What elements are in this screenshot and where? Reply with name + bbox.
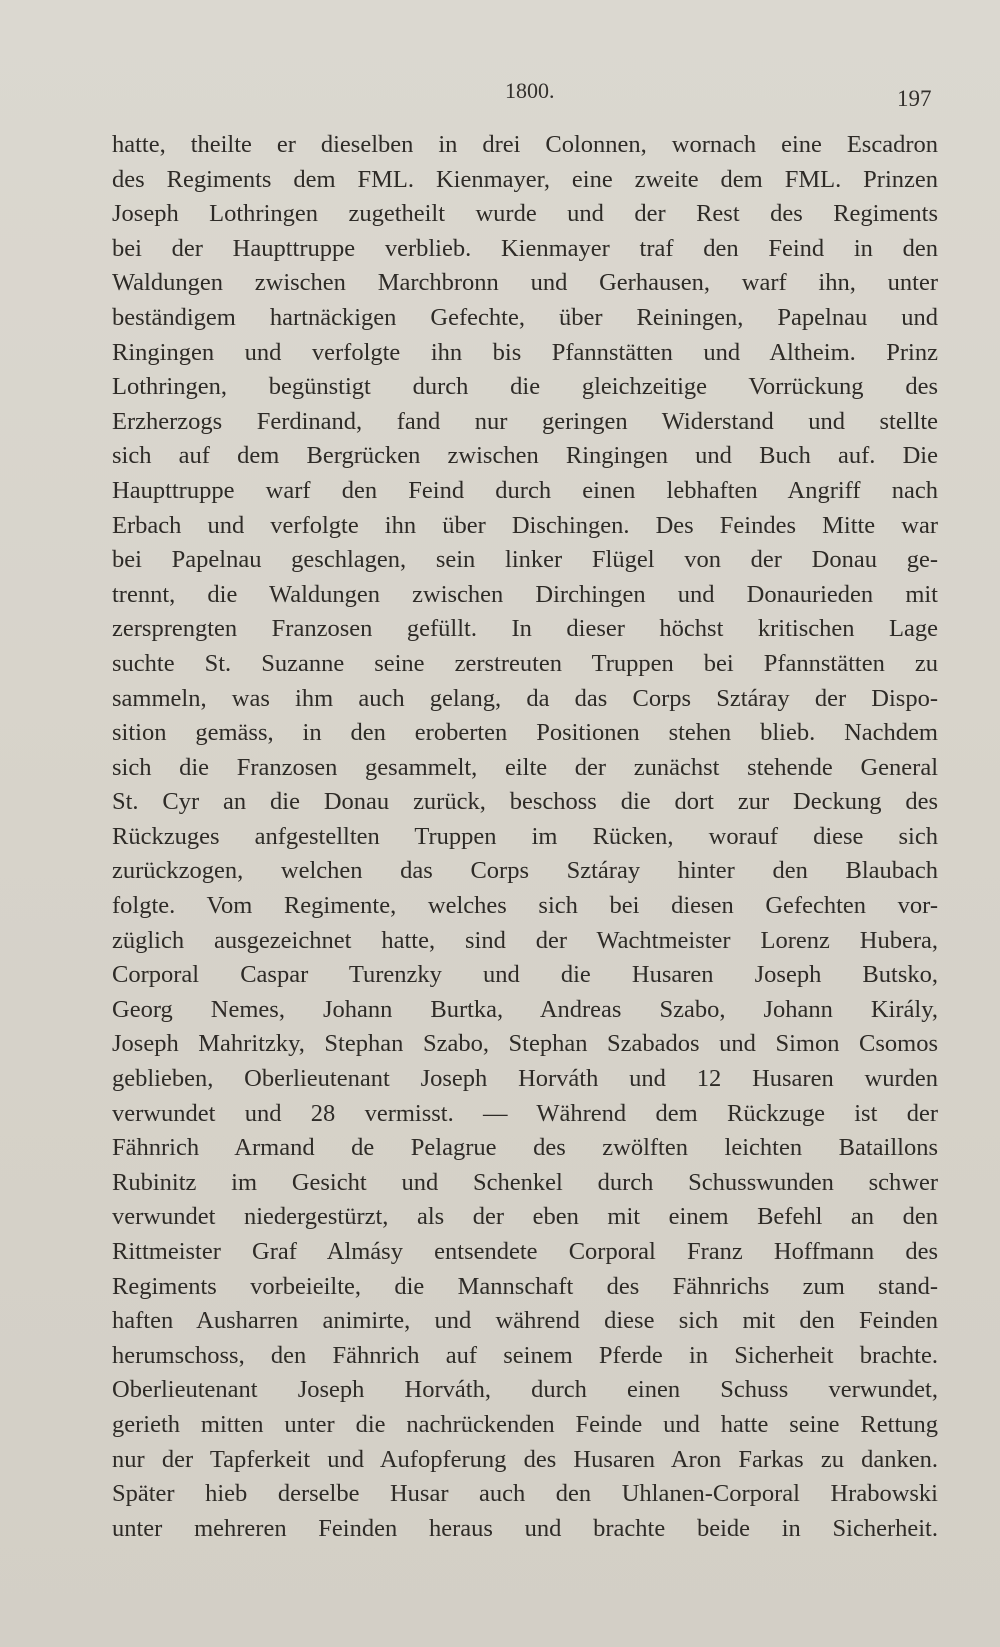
page-number: 197 [897,86,932,111]
text-line: sammeln, was ihm auch gelang, da das Corps Sztáray der Dispo- [112,684,938,712]
text-line: bei der Haupttruppe verblieb. Kienmayer traf den Feind in den [112,234,938,262]
text-line: verwundet und 28 vermisst. — Während dem Rückzuge ist der [112,1099,938,1127]
text-line: Fähnrich Armand de Pelagrue des zwölften leichten Bataillons [112,1134,938,1162]
text-line: Erbach und verfolgte ihn über Dischingen. Des Feindes Mitte war [112,511,938,539]
text-line: Rubinitz im Gesicht und Schenkel durch Schusswunden schwer [112,1168,938,1196]
text-line: Joseph Lothringen zugetheilt wurde und der Rest des Regiments [112,200,938,228]
text-line: züglich ausgezeichnet hatte, sind der Wachtmeister Lorenz Hubera, [112,926,938,954]
text-line: Rückzuges anfgestellten Truppen im Rücken, worauf diese sich [112,822,938,850]
text-line: unter mehreren Feinden heraus und brachte beide in Sicherheit. [112,1514,938,1542]
text-line: Oberlieutenant Joseph Horváth, durch einen Schuss verwundet, [112,1376,938,1404]
text-line: Regiments vorbeieilte, die Mannschaft des Fähnrichs zum stand- [112,1272,938,1300]
text-line: nur der Tapferkeit und Aufopferung des Husaren Aron Farkas zu danken. [112,1445,938,1473]
text-line: zersprengten Franzosen gefüllt. In dieser höchst kritischen Lage [112,615,938,643]
running-head-year: 1800. [505,78,555,103]
text-line: sich die Franzosen gesammelt, eilte der zunächst stehende General [112,753,938,781]
text-line: beständigem hartnäckigen Gefechte, über Reiningen, Papelnau und [112,303,938,331]
text-line: hatte, theilte er dieselben in drei Colonnen, wornach eine Escadron [112,131,938,158]
text-line: Ringingen und verfolgte ihn bis Pfannstätten und Altheim. Prinz [112,338,938,366]
text-line: Lothringen, begünstigt durch die gleichzeitige Vorrückung des [112,373,938,401]
text-line: Später hieb derselbe Husar auch den Uhlanen-Corporal Hrabowski [112,1480,938,1508]
text-line: Rittmeister Graf Almásy entsendete Corporal Franz Hoffmann des [112,1238,938,1265]
text-line: zurückzogen, welchen das Corps Sztáray hinter den Blaubach [112,857,938,885]
text-line: folgte. Vom Regimente, welches sich bei diesen Gefechten vor- [112,892,938,920]
text-line: herumschoss, den Fähnrich auf seinem Pferde in Sicherheit brachte. [112,1341,938,1369]
text-line: Joseph Mahritzky, Stephan Szabo, Stephan Szabados und Simon Csomos [112,1030,938,1058]
text-line: des Regiments dem FML. Kienmayer, eine zweite dem FML. Prinzen [112,165,938,193]
text-line: suchte St. Suzanne seine zerstreuten Truppen bei Pfannstätten zu [112,649,938,677]
text-line: Haupttruppe warf den Feind durch einen lebhaften Angriff nach [112,476,938,504]
text-line: Waldungen zwischen Marchbronn und Gerhausen, warf ihn, unter [112,269,938,297]
text-line: Erzherzogs Ferdinand, fand nur geringen Widerstand und stellte [112,407,938,435]
text-line: sition gemäss, in den eroberten Positionen stehen blieb. Nachdem [112,719,938,747]
text-line: Corporal Caspar Turenzky und die Husaren Joseph Butsko, [112,961,938,989]
text-line: haften Ausharren animirte, und während diese sich mit den Feinden [112,1307,938,1335]
text-line: bei Papelnau geschlagen, sein linker Flügel von der Donau ge- [112,546,938,574]
text-line: Georg Nemes, Johann Burtka, Andreas Szabo, Johann Király, [112,995,938,1023]
text-line: trennt, die Waldungen zwischen Dirchingen und Donaurieden mit [112,580,938,608]
text-line: St. Cyr an die Donau zurück, beschoss die dort zur Deckung des [112,788,938,816]
running-head [0,78,1000,111]
text-line: verwundet niedergestürzt, als der eben mit einem Befehl an den [112,1203,938,1231]
text-line: geblieben, Oberlieutenant Joseph Horváth und 12 Husaren wurden [112,1065,938,1093]
text-line: sich auf dem Bergrücken zwischen Ringingen und Buch auf. Die [112,442,938,470]
body-text [112,128,938,1546]
text-line: gerieth mitten unter die nachrückenden Feinde und hatte seine Rettung [112,1410,938,1438]
